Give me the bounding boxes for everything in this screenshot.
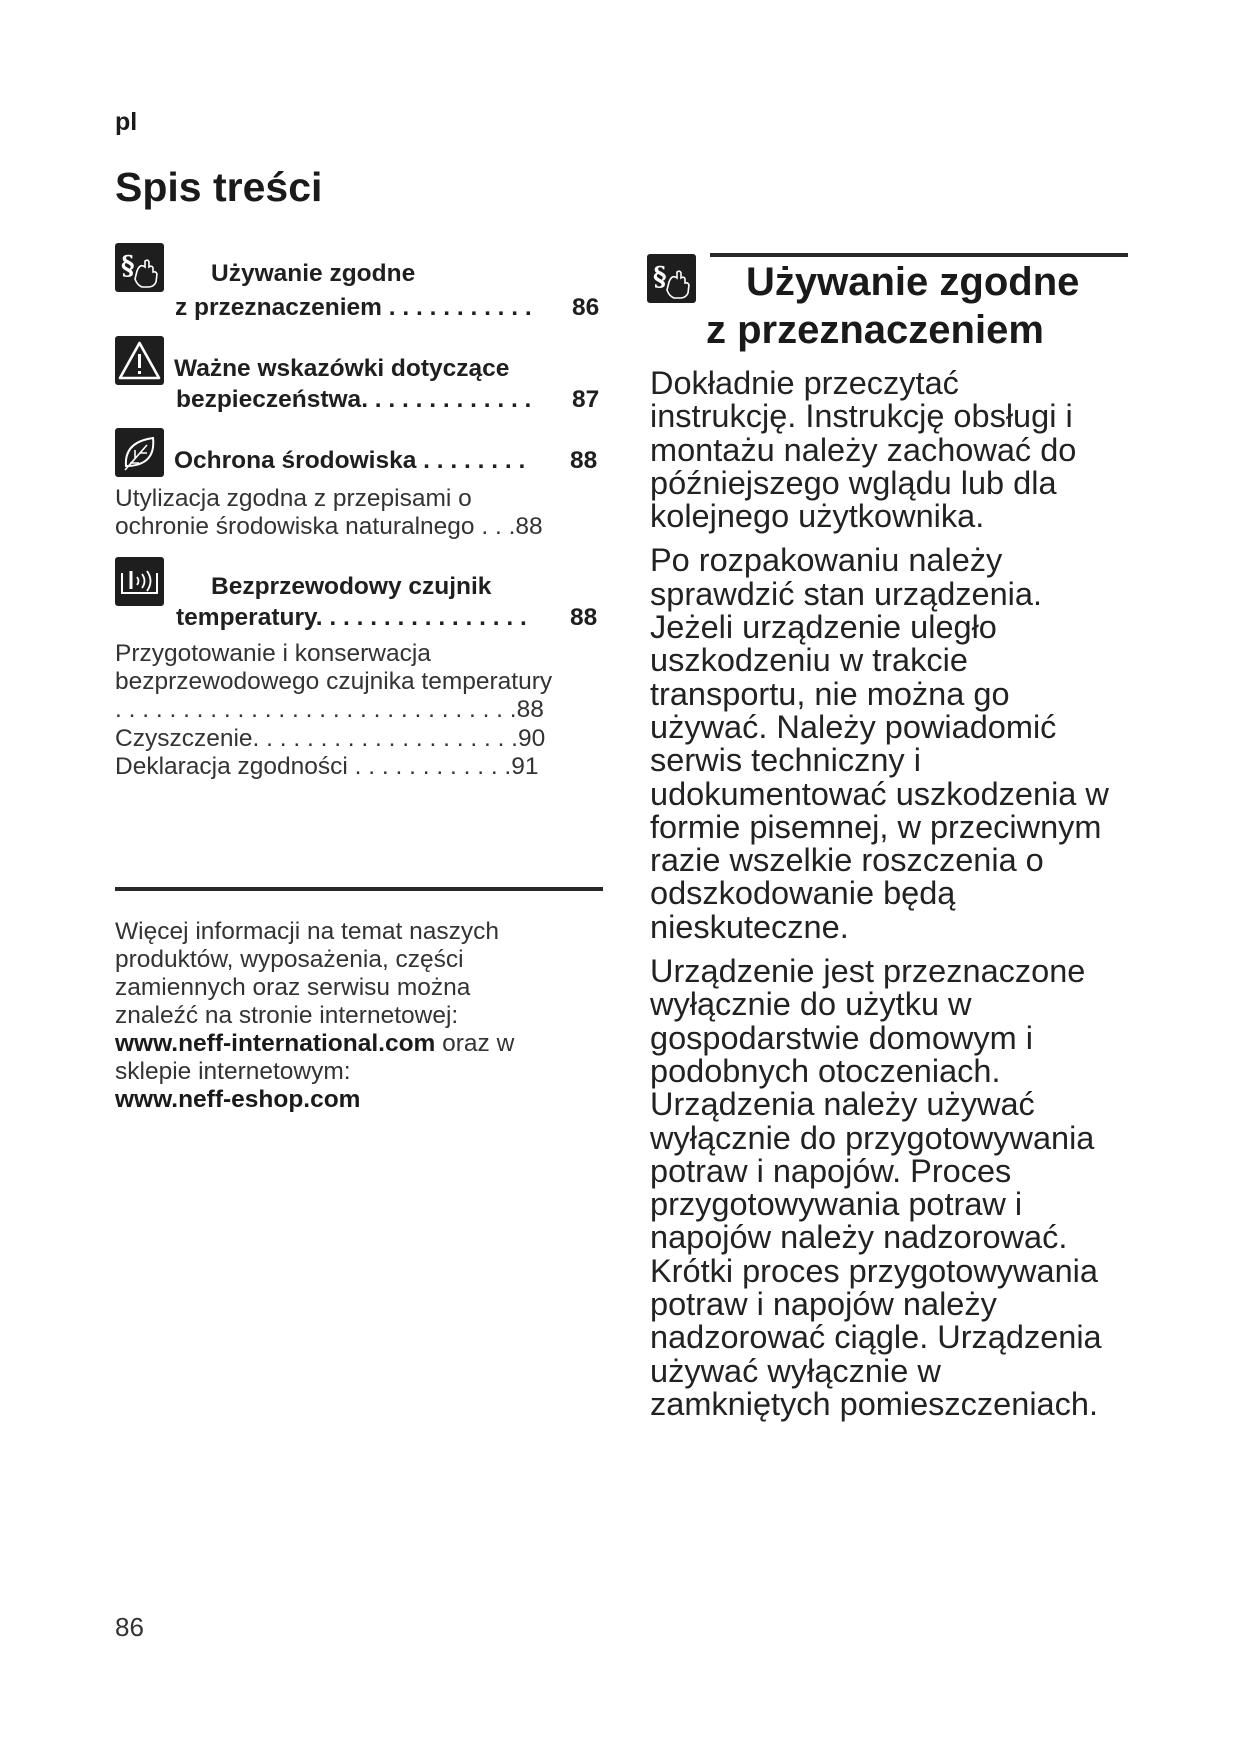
language-code: pl — [115, 108, 138, 136]
text-line: Urządzenia należy używać — [650, 1086, 1035, 1123]
toc-subentry-disposal-line2[interactable] — [115, 513, 543, 541]
section-top-rule — [710, 253, 1128, 257]
toc-label: Ochrona środowiska — [174, 447, 417, 474]
text-line: kolejnego użytkownika. — [650, 498, 985, 535]
info-line: Więcej informacji na temat naszych — [115, 918, 499, 945]
toc-page-number: 86 — [572, 294, 600, 321]
toc-leader: . . . — [474, 513, 516, 540]
section-body — [650, 367, 1140, 1432]
toc-subentry-declaration[interactable] — [115, 753, 539, 781]
leaf-icon — [115, 428, 164, 477]
text-line: gospodarstwie domowym i — [650, 1019, 1033, 1056]
info-line: sklepie internetowym: — [115, 1058, 351, 1085]
toc-entry-wireless-sensor-line1[interactable]: Bezprzewodowy czujnik — [211, 573, 492, 600]
text-line: instrukcję. Instrukcję obsługi i — [650, 398, 1073, 435]
eshop-link[interactable]: www.neff-eshop.com — [115, 1086, 361, 1113]
text-line: wyłącznie do przygotowywania — [650, 1119, 1095, 1156]
text-line: zamkniętych pomieszczeniach. — [650, 1385, 1098, 1422]
text-line: transportu, nie można go — [650, 675, 1010, 712]
info-line — [115, 1030, 605, 1058]
text-line: używać. Należy powiadomić — [650, 708, 1057, 745]
toc-label: Czyszczenie — [115, 725, 253, 752]
text-line: przygotowywania potraw i — [650, 1186, 1023, 1223]
toc-entry-safety-line1[interactable]: Ważne wskazówki dotyczące — [174, 355, 510, 382]
toc-subentry-sensor-care-line2[interactable]: bezprzewodowego czujnika temperatury — [115, 668, 553, 695]
text-line: późniejszego wglądu lub dla — [650, 464, 1057, 501]
toc-leader: . . . . . . . . . . . — [381, 294, 532, 321]
toc-leader: . . . . . . . . . . . . . . . . . . . . . . . . . . . . . . — [115, 696, 517, 723]
wireless-sensor-icon — [115, 557, 164, 606]
info-line: znaleźć na stronie internetowej: — [115, 1002, 459, 1029]
text-line: Urządzenie jest przeznaczone — [650, 953, 1086, 990]
section-heading-line2: z przeznaczeniem — [706, 308, 1044, 352]
toc-page-number: 88 — [515, 513, 543, 540]
toc-leader: . . . . . . . . . . . . . — [361, 386, 532, 413]
toc-subentry-sensor-care-line1[interactable]: Przygotowanie i konserwacja — [115, 640, 431, 667]
toc-page-number: 87 — [572, 386, 600, 413]
info-text: oraz w — [435, 1030, 515, 1057]
toc-entry-intended-use-line2[interactable] — [175, 294, 532, 322]
divider-rule — [115, 887, 603, 891]
text-line: napojów należy nadzorować. — [650, 1219, 1068, 1256]
text-line: uszkodzeniu w trakcie — [650, 642, 968, 679]
text-line: formie pisemnej, w przeciwnym — [650, 808, 1102, 845]
text-line: montażu należy zachować do — [650, 431, 1077, 468]
toc-leader: . . . . . . . . . . . . . . . . . . . . — [252, 725, 518, 752]
page-title: Spis treści — [115, 164, 323, 210]
toc-page-number: 91 — [511, 753, 539, 780]
info-line: produktów, wyposażenia, części — [115, 946, 464, 973]
text-line: potraw i napojów. Proces — [650, 1152, 1012, 1189]
toc-page-number: 90 — [517, 725, 546, 752]
text-line: wyłącznie do użytku w — [650, 986, 972, 1023]
toc-page-number: 88 — [516, 696, 544, 723]
toc-page-number: 88 — [570, 604, 598, 631]
text-line: razie wszelkie roszczenia o — [650, 842, 1044, 879]
svg-text:§: § — [653, 262, 667, 292]
toc-label: ochronie środowiska naturalnego — [115, 513, 475, 540]
text-line: sprawdzić stan urządzenia. — [650, 575, 1042, 612]
text-line: Jeżeli urządzenie uległo — [650, 609, 997, 646]
text-line: Krótki proces przygotowywania — [650, 1252, 1098, 1289]
toc-leader: . . . . . . . . . . . . . . . . — [315, 604, 527, 631]
toc-page-number: 88 — [570, 447, 598, 474]
text-line: udokumentować uszkodzenia w — [650, 775, 1109, 812]
section-heading — [650, 258, 1150, 354]
text-line: używać wyłącznie w — [650, 1352, 941, 1389]
section-heading-line1: Używanie zgodne — [746, 260, 1080, 304]
toc-label: temperatury — [176, 604, 316, 631]
toc-entry-safety-line2[interactable] — [176, 386, 531, 414]
info-line: zamiennych oraz serwisu można — [115, 974, 471, 1001]
toc-leader: . . . . . . . . — [416, 447, 526, 474]
text-line: odszkodowanie będą — [650, 875, 956, 912]
paragraph — [650, 544, 1140, 944]
toc-label: Deklaracja zgodności — [115, 753, 348, 780]
website-link[interactable]: www.neff-international.com — [115, 1030, 436, 1057]
toc-entry-intended-use-line1[interactable]: Używanie zgodne — [211, 260, 416, 287]
text-line: serwis techniczny i — [650, 742, 921, 779]
toc-label: z przeznaczeniem — [175, 294, 382, 321]
info-block — [115, 918, 605, 1114]
text-line: nadzorować ciągle. Urządzenia — [650, 1319, 1102, 1356]
toc-subentry-sensor-care-line3[interactable] — [115, 696, 544, 724]
text-line: Po rozpakowaniu należy — [650, 542, 1003, 579]
text-line: potraw i napojów należy — [650, 1286, 997, 1323]
paragraph — [650, 367, 1140, 533]
warning-triangle-icon — [115, 336, 164, 385]
text-line: nieskuteczne. — [650, 908, 849, 945]
toc-entry-environment[interactable] — [174, 447, 525, 475]
text-line: podobnych otoczeniach. — [650, 1052, 1001, 1089]
toc-entry-wireless-sensor-line2[interactable] — [176, 604, 527, 632]
toc-subentry-disposal-line1[interactable]: Utylizacja zgodna z przepisami o — [115, 485, 472, 512]
section-hand-icon — [115, 243, 164, 292]
paragraph — [650, 955, 1140, 1421]
toc-subentry-cleaning[interactable] — [115, 725, 545, 753]
text-line: Dokładnie przeczytać — [650, 365, 959, 401]
toc-label: bezpieczeństwa — [176, 386, 362, 413]
svg-text:§: § — [121, 251, 135, 281]
page-number: 86 — [115, 1612, 144, 1642]
toc-leader: . . . . . . . . . . . . — [347, 753, 512, 780]
